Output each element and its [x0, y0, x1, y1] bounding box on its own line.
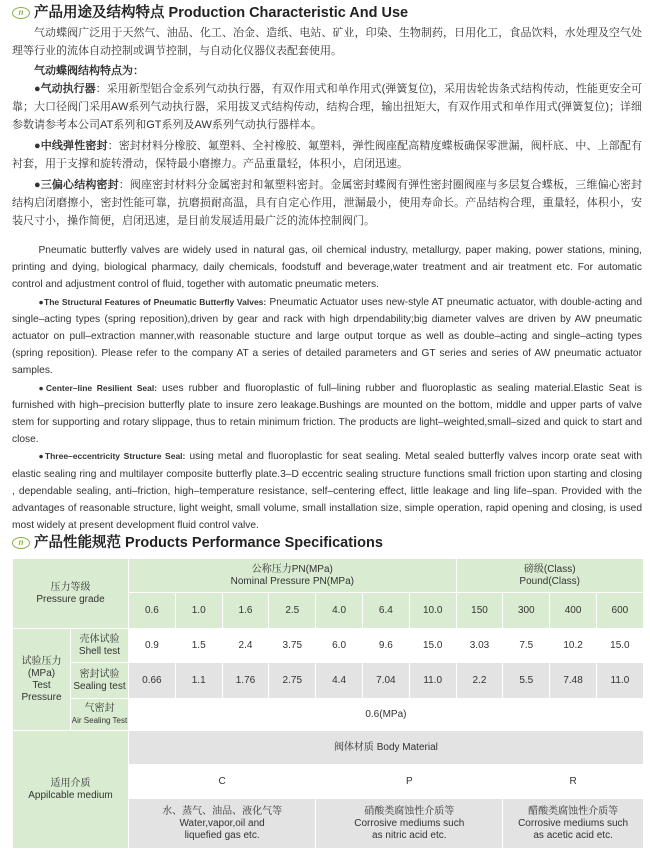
feature: ●气动执行器：采用新型铝合金系列气动执行器，有双作用式和单作用式(弹簧复位)，采用齿轮齿条式结构传动，性能更安全可靠；大口径阀门采用AW系列气动执行器，采用拔叉式结构传动，结构合理，输出扭矩大，有双作用式和单作用式(弹簧复位)；详细参数请参考本公司AT系列和GT系列及AW系列气动执行器样本。	[12, 83, 642, 131]
value-cell: 7.48	[550, 663, 597, 699]
value-cell: 1.76	[222, 663, 269, 699]
value-cell: 0.9	[129, 629, 176, 663]
value-cell: 400	[550, 593, 597, 629]
value-cell: 2.5	[269, 593, 316, 629]
value-cell: 1.1	[175, 663, 222, 699]
value-cell: 3.03	[456, 629, 503, 663]
test-pressure-label: 试验压力 (MPa) Test Pressure	[13, 629, 71, 731]
english-description: Pneumatic butterfly valves are widely used in natural gas, oil chemical industry, metallurgy, paper making, power stations, mining, printing and dying, biological pharmacy, daily chemicals, foodstuff and beverage,water treatment and air treatment etc. For automatic control and adjustment control of fluid, together with automatic pneumatic meters. ●The Structural Features of Pneumatic Butterfly Valves: Pneumatic Actuator uses new-style AT pneumatic actuator, with double-acting and single–acting types (spring reposition),driven by gear and rack with high drpendability;big diameter valves are driven by AW pneumatic actuator on pull–extraction manner,with reasonable stucture and large output torque as well as double–acting and single–acting types (spring reposition). Please refer to the company AT a series of detailed parameters and GT series and series of AW pneumatic actuator samples. ●Center–line Resilient Seal: uses rubber and fluoroplastic of full–lining rubber and fluoroplastic as sealing material.Elastic Seat is furnished with high–precision butterfly plate to insure zero leakage.Bushings are mounted on the bottom, middle and upper parts of valve stem for supporting and rotary slippage, thus to retain minimum friction. The products are light–weighted,small–sized and quick to start and close. ●Three–eccentricity Structure Seal: using metal and fluoroplastic for seat sealing. Metal sealed butterfly valves incorp orate seat with elastic sealing ring and multilayer composite butterfly plate.3–D eccentric sealing structure functions small friction upon starting and closing , dependable sealing, anti–friction, high–temperature resistance, self–centering effect, little leakage and ling life–span. Provided with the advantages of reasonable structure, light weight, small volume, small installation size, simple operation, rapid opening and closing, is used most widely at present development fluid control valve.	[12, 242, 642, 534]
nominal-pressure-header: 公称压力PN(MPa) Nominal Pressure PN(MPa)	[129, 559, 457, 593]
value-cell: 11.0	[409, 663, 456, 699]
value-cell: 0.66	[129, 663, 176, 699]
value-cell: 7.5	[503, 629, 550, 663]
section-production	[12, 4, 643, 534]
value-cell: 1.0	[175, 593, 222, 629]
logo-icon: n	[12, 7, 30, 19]
feature: ●三偏心结构密封：阀座密封材料分金属密封和氟塑料密封。金属密封蝶阀有弹性密封圈阀座与多层复合蝶板，三维偏心密封结构启闭磨擦小，密封性能可靠，抗磨损耐高温，具有自定心作用，泄漏最小，使用寿命长。产品结构合理，重量轻，体积小，安装尺寸小，操作简便，启闭迅速，是目前发展适用最广泛的流体控制阀门。	[12, 179, 642, 227]
value-cell: 3.75	[269, 629, 316, 663]
value-cell: 11.0	[596, 663, 643, 699]
material-p-desc: 硝酸类腐蚀性介质等 Corrosive mediums such as nitric acid etc.	[316, 799, 503, 849]
feature: ●Center–line Resilient Seal: uses rubber and fluoroplastic of full–lining rubber and fluoroplastic as sealing material.Elastic Seat is furnished with high–precision butterfly plate to insure zero leakage.Bushings are mounted on the bottom, middle and upper parts of valve stem for supporting and rotary slippage, thus to retain minimum friction. The products are light–weighted,small–sized and quick to start and close.	[12, 382, 642, 446]
applicable-medium-label: 适用介质 Appilcable medium	[13, 731, 129, 849]
chinese-description: 气动蝶阀广泛用于天然气、油品、化工、冶金、造纸、电站、矿业，印染、生物制药，日用化工，食品饮料，水处理及空气处理等行业的流体自动控制或调节控制，与自动化仪器仪表配套使用。 气动蝶阀结构特点为： ●气动执行器：采用新型铝合金系列气动执行器，有双作用式和单作用式(弹簧复位)，采用齿轮齿条式结构传动，性能更安全可靠；大口径阀门采用AW系列气动执行器，采用拔叉式结构传动，结构合理，输出扭矩大，有双作用式和单作用式(弹簧复位)；详细参数请参考本公司AT系列和GT系列及AW系列气动执行器样本。 ●中线弹性密封：密封材料分橡胶、氟塑料、全衬橡胶、氟塑料，弹性阀座配高精度蝶板确保零泄漏，阀杆底、中、上部配有衬套，用于支撑和旋转滑动，保特最小磨擦力。产品重量轻，体积小，启闭迅速。 ●三偏心结构密封：阀座密封材料分金属密封和氟塑料密封。金属密封蝶阀有弹性密封圈阀座与多层复合蝶板，三维偏心密封结构启闭磨擦小，密封性能可靠，抗磨损耐高温，具有自定心作用，泄漏最小，使用寿命长。产品结构合理，重量轻，体积小，安装尺寸小，操作简便，启闭迅速，是目前发展适用最广泛的流体控制阀门。	[12, 24, 642, 230]
value-cell: 1.5	[175, 629, 222, 663]
feature: ●The Structural Features of Pneumatic Butterfly Valves: Pneumatic Actuator uses new-style AT pneumatic actuator, with double-acting and single–acting types (spring reposition),driven by gear and rack with high drpendability;big diameter valves are driven by AW pneumatic actuator on pull–extraction manner,with reasonable stucture and large output torque as well as double–acting and single–acting types (spring reposition). Please refer to the company AT a series of detailed parameters and GT series and series of AW pneumatic actuator samples.	[12, 296, 642, 377]
value-cell: 7.04	[362, 663, 409, 699]
value-cell: 2.75	[269, 663, 316, 699]
value-cell: 4.0	[316, 593, 363, 629]
section-specifications	[12, 534, 643, 849]
section-heading-production: n 产品用途及结构特点 Production Characteristic And Use	[12, 4, 643, 22]
shell-test-row: 试验压力 (MPa) Test Pressure 壳体试验 Shell test 0.9 1.5 2.4 3.75 6.0 9.6 15.0 3.03 7.5 10.2 15.0	[13, 629, 644, 663]
sealing-test-row: 密封试验 Sealing test 0.66 1.1 1.76 2.75 4.4 7.04 11.0 2.2 5.5 7.48 11.0	[13, 663, 644, 699]
value-cell: 300	[503, 593, 550, 629]
value-cell: 150	[456, 593, 503, 629]
value-cell: 1.6	[222, 593, 269, 629]
air-sealing-row: 气密封 Air Sealing Test 0.6(MPa)	[13, 699, 644, 731]
specifications-table: 压力等级 Pressure grade 公称压力PN(MPa) Nominal Pressure PN(MPa) 磅级(Class) Pound(Class) 0.6 1.0 1.6 2.5 4.0 6.4 10.0 150 300 400 600 试验压力 (MPa) Test Pressure 壳体试验 Shell test 0.9 1.5 2.4 3.75 6.0 9.6 15.0 3.03 7.5 10.2 15.0 密封试验 Sealing test 0.66 1.1 1.76 2.75 4.4 7.04 11.0 2.2 5.5 7.48 11.0 气密封 Air Sealing Test 0.6(MPa) 适用介质 Appilcable medium 阀体材质 Body Material C P R 水、蒸气、油品、液化气等 Water,vapor,oil and liquefied gas etc. 硝酸类腐蚀性介质等 Corrosive mediums such as nitric acid etc. 醋酸类腐蚀性介质等 Corrosive mediums such as acetic acid etc.	[12, 558, 644, 849]
value-cell: 6.4	[362, 593, 409, 629]
value-cell: 0.6	[129, 593, 176, 629]
pound-class-header: 磅级(Class) Pound(Class)	[456, 559, 643, 593]
feature: ●Three–eccentricity Structure Seal: using metal and fluoroplastic for seat sealing. Metal sealed butterfly valves incorp orate seat with elastic sealing ring and multilayer composite butterfly plate.3–D eccentric sealing structure functions small friction upon starting and closing , dependable sealing, anti–friction, high–temperature resistance, self–centering effect, little leakage and ling life–span. Provided with the advantages of reasonable structure, light weight, small volume, small installation size, simple operation, rapid opening and closing, is used most widely at present development fluid control valve.	[12, 451, 642, 532]
value-cell: 2.4	[222, 629, 269, 663]
material-r-desc: 醋酸类腐蚀性介质等 Corrosive mediums such as acetic acid etc.	[503, 799, 643, 849]
value-cell: 9.6	[362, 629, 409, 663]
value-cell: 10.0	[409, 593, 456, 629]
value-cell: 10.2	[550, 629, 597, 663]
material-c-desc: 水、蒸气、油品、液化气等 Water,vapor,oil and liquefied gas etc.	[129, 799, 316, 849]
pressure-grade-header: 压力等级 Pressure grade	[13, 559, 129, 629]
feature: ●中线弹性密封：密封材料分橡胶、氟塑料、全衬橡胶、氟塑料，弹性阀座配高精度蝶板确保零泄漏，阀杆底、中、上部配有衬套，用于支撑和旋转滑动，保特最小磨擦力。产品重量轻，体积小，启闭迅速。	[12, 140, 642, 170]
value-cell: 6.0	[316, 629, 363, 663]
value-cell: 4.4	[316, 663, 363, 699]
logo-icon: n	[12, 537, 30, 549]
value-cell: 2.2	[456, 663, 503, 699]
section-heading-specifications: n 产品性能规范 Products Performance Specifications	[12, 534, 643, 552]
value-cell: 600	[596, 593, 643, 629]
value-cell: 5.5	[503, 663, 550, 699]
value-cell: 15.0	[409, 629, 456, 663]
value-cell: 15.0	[596, 629, 643, 663]
body-material-header: 阀体材质 Body Material	[129, 731, 644, 765]
